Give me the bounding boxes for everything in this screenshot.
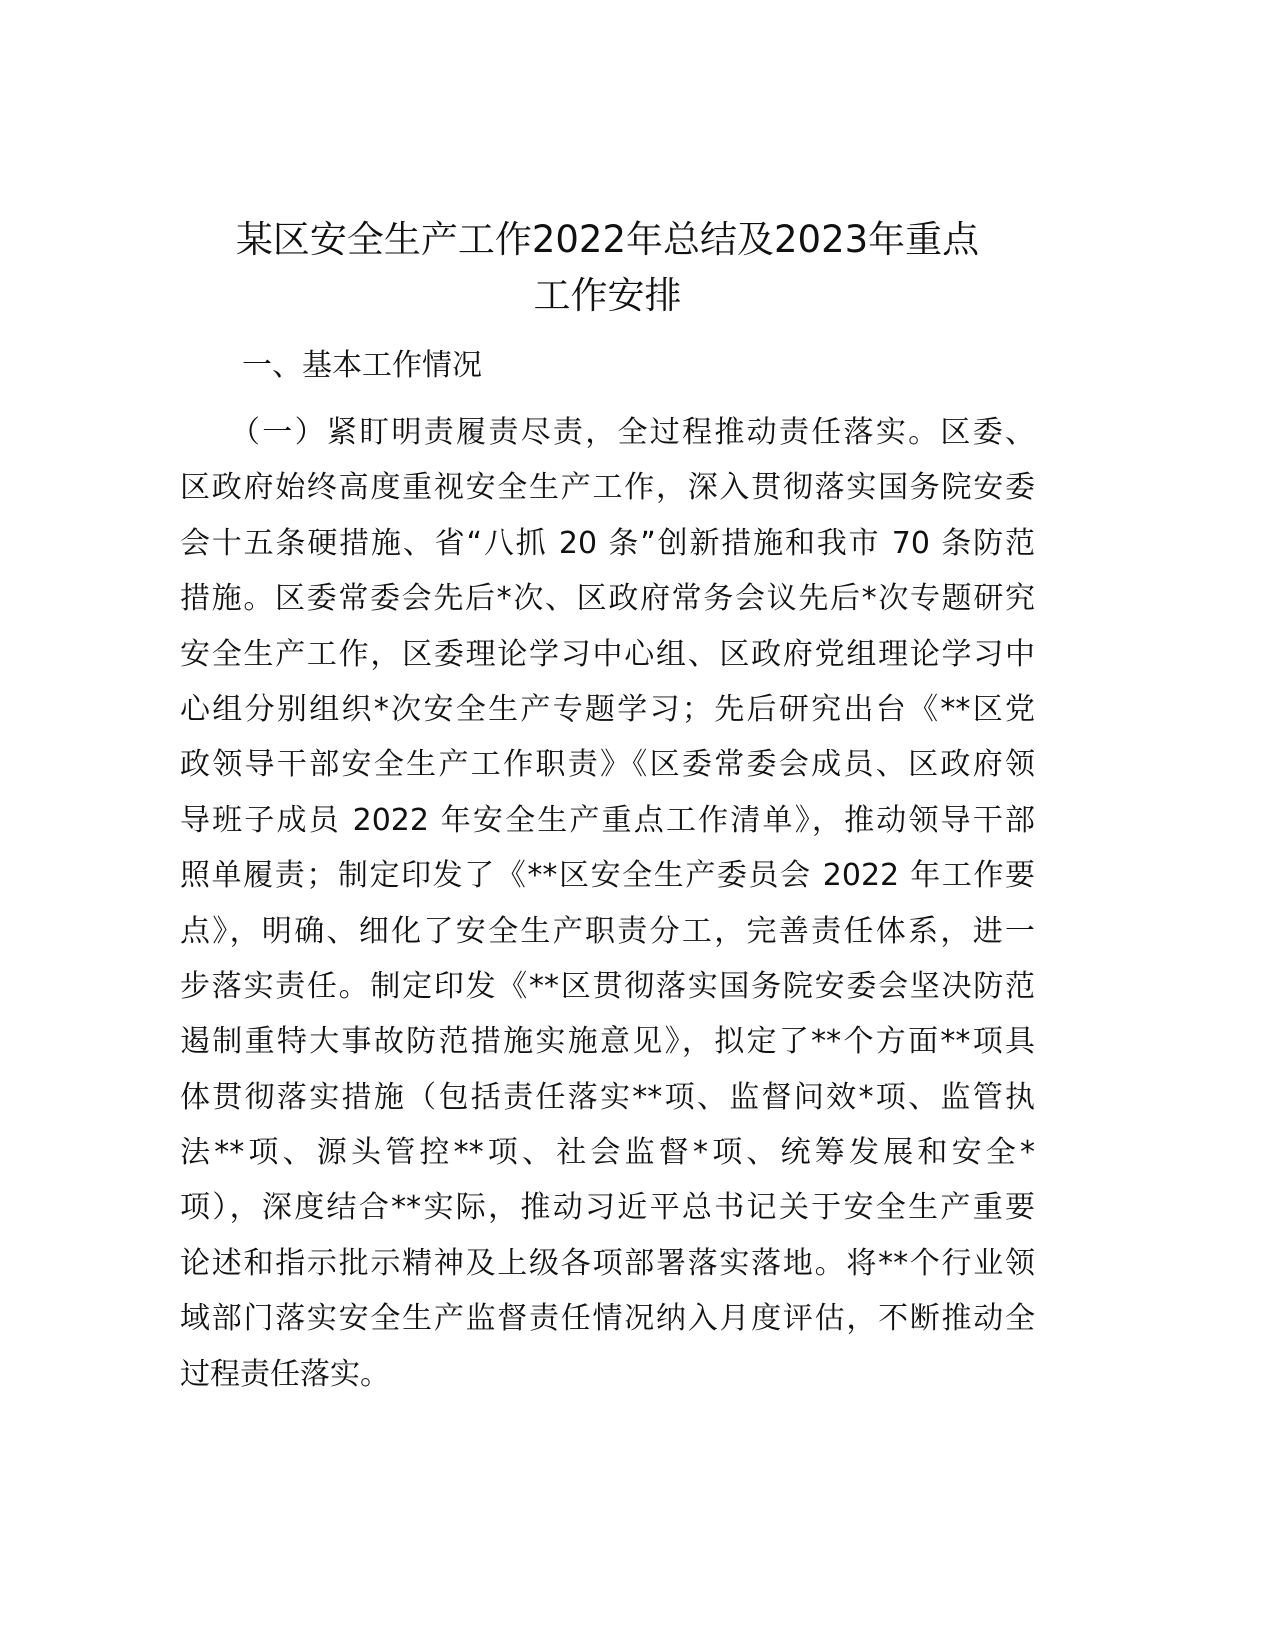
document-title-line-2: 工作安排 xyxy=(533,274,682,317)
paragraph-line: 安全生产工作，区委理论学习中心组、区政府党组理论学习中 xyxy=(180,636,1035,672)
paragraph-line: 措施。区委常委会先后*次、区政府常务会议先后*次专题研究 xyxy=(180,581,1035,617)
paragraph-line: 政领导干部安全生产工作职责》《区委常委会成员、区政府领 xyxy=(180,747,1035,783)
section-heading: 一、基本工作情况 xyxy=(242,348,482,383)
paragraph-line: 法**项、源头管控**项、社会监督*项、统筹发展和安全* xyxy=(180,1135,1035,1171)
paragraph-line: 导班子成员 2022 年安全生产重点工作清单》，推动领导干部 xyxy=(180,802,1035,838)
paragraph-line: 体贯彻落实措施（包括责任落实**项、监督问效*项、监管执 xyxy=(180,1079,1035,1115)
paragraph-line: 域部门落实安全生产监督责任情况纳入月度评估，不断推动全 xyxy=(180,1301,1035,1337)
paragraph-line: 会十五条硬措施、省“八抓 20 条”创新措施和我市 70 条防范 xyxy=(180,525,1035,561)
paragraph-line: 点》，明确、细化了安全生产职责分工，完善责任体系，进一 xyxy=(180,913,1035,949)
paragraph-line: 过程责任落实。 xyxy=(180,1356,390,1392)
paragraph-line: 遏制重特大事故防范措施实施意见》，拟定了**个方面**项具 xyxy=(180,1024,1035,1060)
paragraph-line: （一）紧盯明责履责尽责，全过程推动责任落实。区委、 xyxy=(230,415,1035,450)
paragraph-line: 项），深度结合**实际，推动习近平总书记关于安全生产重要 xyxy=(180,1190,1035,1226)
paragraph-line: 区政府始终高度重视安全生产工作，深入贯彻落实国务院安委 xyxy=(180,470,1035,506)
paragraph-line: 步落实责任。制定印发《**区贯彻落实国务院安委会坚决防范 xyxy=(180,968,1035,1004)
paragraph-line: 照单履责；制定印发了《**区安全生产委员会 2022 年工作要 xyxy=(180,858,1035,894)
paragraph-line: 心组分别组织*次安全生产专题学习；先后研究出台《**区党 xyxy=(180,691,1035,727)
paragraph-body xyxy=(180,410,1035,1407)
paragraph-line: 论述和指示批示精神及上级各项部署落实落地。将**个行业领 xyxy=(180,1245,1035,1281)
document-title-line-1: 某区安全生产工作2022年总结及2023年重点 xyxy=(235,218,980,261)
